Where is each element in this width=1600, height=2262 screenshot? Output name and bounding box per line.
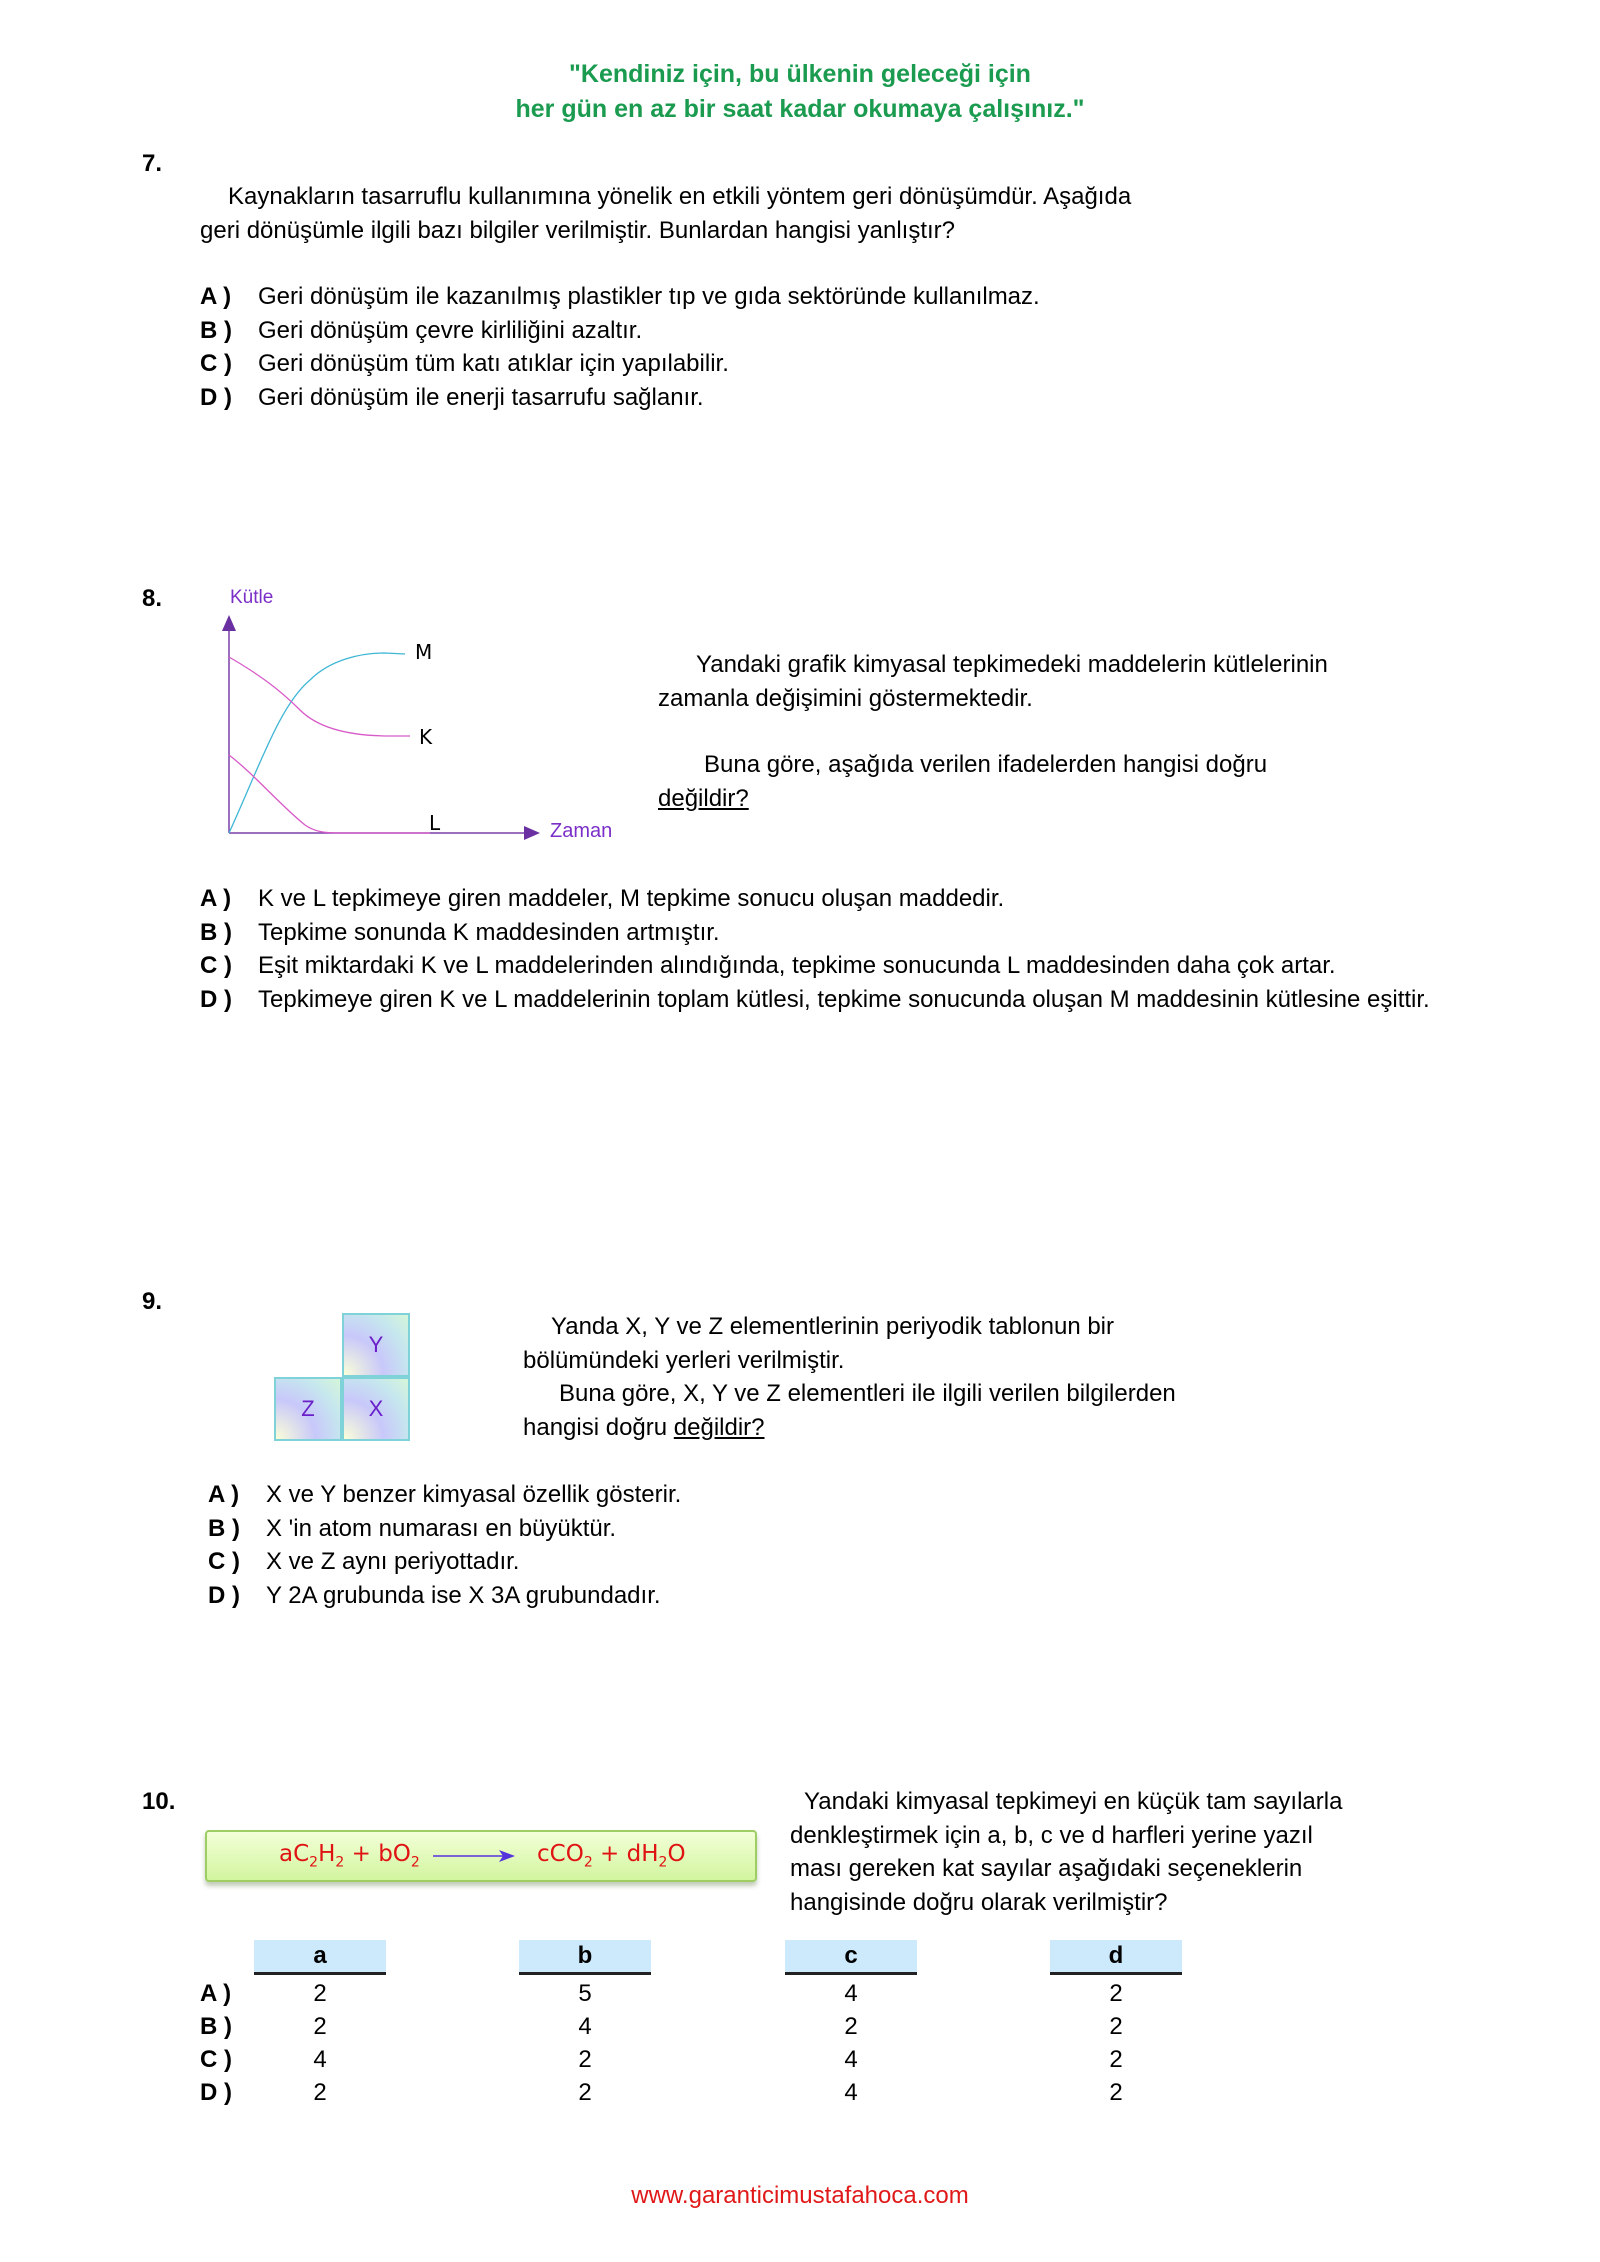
option-label: A ) (208, 1481, 240, 1508)
row-label: D ) (200, 2079, 232, 2106)
question-10-stem-line-3: ması gereken kat sayılar aşağıdaki seçeneklerin (790, 1855, 1303, 1882)
option-label: C ) (200, 350, 232, 377)
x-axis-label: Zaman (550, 820, 613, 842)
question-9-stem-line-3: Buna göre, X, Y ve Z elementleri ile ilgili verilen bilgilerden (559, 1380, 1176, 1407)
option-text: Tepkimeye giren K ve L maddelerinin toplam kütlesi, tepkime sonucunda oluşan M maddesinin kütlesine eşittir. (258, 985, 1430, 1013)
question-8-stem-p1-line-2: zamanla değişimini göstermektedir. (658, 685, 1033, 712)
option-text: K ve L tepkimeye giren maddeler, M tepkime sonucu oluşan maddedir. (258, 885, 1005, 912)
option-text: X ve Y benzer kimyasal özellik gösterir. (266, 1481, 682, 1508)
option-text: Geri dönüşüm ile kazanılmış plastikler tıp ve gıda sektöründe kullanılmaz. (258, 283, 1040, 310)
periodic-table-fragment (274, 1313, 414, 1449)
cell-a: 2 (313, 2013, 327, 2040)
option-b[interactable] (200, 916, 1430, 950)
option-label: B ) (200, 918, 232, 946)
cell-b: 2 (578, 2079, 592, 2106)
curve-label-l: L (429, 811, 441, 835)
question-7-stem (200, 180, 1300, 248)
question-10-stem-line-1: Yandaki kimyasal tepkimeyi en küçük tam sayılarla (804, 1788, 1343, 1815)
curve-label-m: M (415, 640, 433, 664)
cell-c: 4 (844, 1980, 858, 2007)
column-header-c: c (785, 1940, 917, 1975)
option-text: Geri dönüşüm tüm katı atıklar için yapılabilir. (258, 350, 729, 377)
option-b[interactable] (208, 1512, 908, 1546)
option-d[interactable] (200, 983, 1430, 1017)
question-10-number: 10. (142, 1788, 176, 1815)
cell-a: 2 (313, 1980, 327, 2007)
option-text: Geri dönüşüm çevre kirliliğini azaltır. (258, 316, 643, 344)
question-8-stem-p1-line-1: Yandaki grafik kimyasal tepkimedeki maddelerin kütlelerinin (696, 651, 1328, 678)
cell-c: 4 (844, 2079, 858, 2106)
motto-line-2: her gün en az bir saat kadar okumaya çalışınız." (515, 95, 1085, 123)
column-header-a: a (254, 1940, 386, 1975)
option-d[interactable] (200, 381, 1300, 415)
option-a[interactable] (200, 280, 1300, 314)
row-label: C ) (200, 2046, 232, 2073)
option-label: D ) (208, 1581, 240, 1609)
equation-reactants: $aC_2H_2 + bO_2$ (279, 1841, 420, 1871)
column-header-b: b (519, 1940, 651, 1975)
option-text: Geri dönüşüm ile enerji tasarrufu sağlanır. (258, 383, 704, 411)
y-axis-arrow-icon (222, 615, 236, 631)
element-cell-y: Y (342, 1313, 410, 1377)
cell-b: 4 (578, 2013, 592, 2040)
question-9-stem-line-4: hangisi doğru (523, 1413, 674, 1441)
column-header-d: d (1050, 1940, 1182, 1975)
question-9-stem-line-1: Yanda X, Y ve Z elementlerinin periyodik tablonun bir (551, 1313, 1115, 1340)
cell-b: 2 (578, 2046, 592, 2073)
option-label: C ) (200, 952, 232, 979)
cell-b: 5 (578, 1980, 592, 2007)
question-10-stem-line-4: hangisinde doğru olarak verilmiştir? (790, 1888, 1168, 1916)
option-c[interactable] (200, 949, 1430, 983)
question-8-stem-p2-line-1: Buna göre, aşağıda verilen ifadelerden hangisi doğru (704, 751, 1268, 778)
curve-label-k: K (419, 725, 433, 749)
option-label: A ) (200, 283, 232, 310)
option-text: Y 2A grubunda ise X 3A grubundadır. (266, 1581, 661, 1609)
mass-time-graph (180, 575, 660, 865)
option-text: Tepkime sonunda K maddesinden artmıştır. (258, 918, 720, 946)
option-label: D ) (200, 985, 232, 1013)
cell-a: 2 (313, 2079, 327, 2106)
option-b[interactable] (200, 314, 1300, 348)
question-7-stem-line-1: Kaynakların tasarruflu kullanımına yönelik en etkili yöntem geri dönüşümdür. Aşağıda (228, 183, 1132, 210)
cell-d: 2 (1109, 1980, 1123, 2007)
question-8-negation: değildir? (658, 785, 749, 812)
option-label: D ) (200, 383, 232, 411)
row-label: A ) (200, 1980, 232, 2007)
option-label: B ) (208, 1514, 240, 1542)
footer-website-link[interactable]: www.garanticimustafahoca.com (631, 2182, 969, 2209)
option-text: Eşit miktardaki K ve L maddelerinden alındığında, tepkime sonucunda L maddesinden daha çok artar. (258, 952, 1336, 979)
question-9-stem (523, 1310, 1283, 1444)
question-10-stem-line-2: denkleştirmek için a, b, c ve d harfleri yerine yazıl (790, 1821, 1313, 1849)
option-c[interactable] (200, 347, 1300, 381)
cell-c: 2 (844, 2013, 858, 2040)
option-label: B ) (200, 316, 232, 344)
motto-line-1: "Kendiniz için, bu ülkenin geleceği için (569, 60, 1031, 88)
cell-a: 4 (313, 2046, 327, 2073)
question-8-stem (658, 648, 1418, 816)
question-9-options (208, 1478, 908, 1612)
cell-d: 2 (1109, 2079, 1123, 2106)
element-cell-z: Z (274, 1377, 342, 1441)
option-a[interactable] (200, 882, 1430, 916)
question-8-number: 8. (142, 585, 163, 612)
question-7-stem-line-2: geri dönüşümle ilgili bazı bilgiler verilmiştir. Bunlardan hangisi yanlıştır? (200, 217, 956, 244)
cell-c: 4 (844, 2046, 858, 2073)
option-c[interactable] (208, 1545, 908, 1579)
reaction-arrow-icon (433, 1848, 515, 1864)
cell-d: 2 (1109, 2046, 1123, 2073)
equation-scroll-banner (205, 1830, 757, 1882)
x-axis-arrow-icon (524, 826, 540, 840)
option-text: X ve Z aynı periyottadır. (266, 1548, 520, 1575)
option-label: C ) (208, 1548, 240, 1575)
y-axis-label: Kütle (230, 587, 274, 608)
question-9-number: 9. (142, 1288, 163, 1315)
option-a[interactable] (208, 1478, 908, 1512)
option-label: A ) (200, 885, 232, 912)
question-10-stem (790, 1785, 1450, 1919)
question-9-negation: değildir? (673, 1413, 765, 1441)
question-7-options (200, 280, 1300, 414)
cell-d: 2 (1109, 2013, 1123, 2040)
question-8-options (200, 882, 1430, 1016)
option-text: X 'in atom numarası en büyüktür. (266, 1514, 617, 1542)
equation-products: $cCO_2 + dH_2O$ (537, 1841, 686, 1871)
element-cell-x: X (342, 1377, 410, 1441)
row-label: B ) (200, 2013, 232, 2040)
question-9-stem-line-2: bölümündeki yerleri verilmiştir. (523, 1346, 845, 1374)
question-7-number: 7. (142, 150, 163, 177)
option-d[interactable] (208, 1579, 908, 1613)
